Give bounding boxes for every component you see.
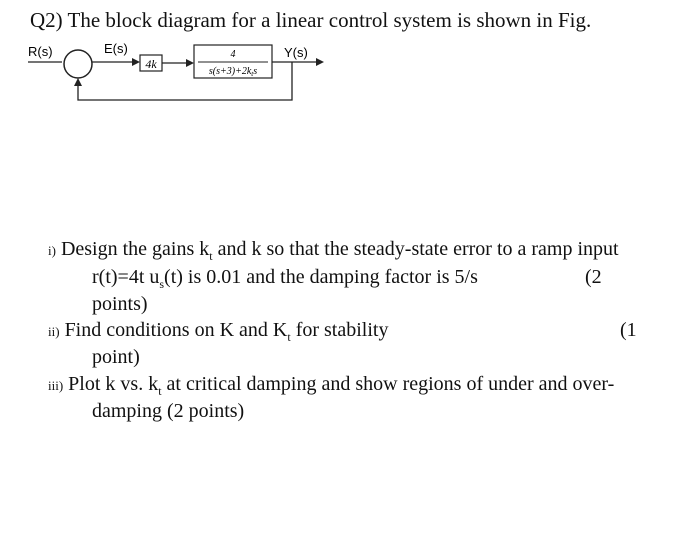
feedback-arrow — [74, 78, 82, 86]
error-arrow — [132, 58, 140, 66]
error-label: E(s) — [104, 41, 128, 56]
part-iii-number: iii) — [48, 378, 64, 393]
plant-numerator: 4 — [230, 49, 236, 60]
plant-arrow — [186, 59, 194, 67]
part-ii-number: ii) — [48, 324, 60, 339]
part-ii-line2: point) — [92, 346, 140, 368]
part-i-line2: r(t)=4t $u_s(t)$ is 0.01 and the damping factor is 5/s — [92, 266, 478, 291]
part-i-text: Design the gains $k_t$ and k so that the steady-state error to a ramp input — [60, 238, 619, 263]
output-arrow — [316, 58, 324, 66]
part-iii-text: Plot k vs. $k_t$ at critical damping and show regions of under and over- — [68, 373, 615, 398]
part-i-number: i) — [48, 243, 56, 258]
output-label: Y(s) — [284, 45, 308, 60]
block-diagram — [0, 0, 700, 120]
part-i-line3: points) — [92, 293, 148, 315]
part-ii-points: (1 — [620, 319, 637, 341]
question-title: Q2) The block diagram for a linear control system is shown in Fig. — [30, 8, 592, 32]
part-i-points: (2 — [585, 266, 602, 288]
plant-denominator: $s(s+3)+2k_ts$ — [208, 66, 258, 78]
input-label: R(s) — [28, 44, 53, 59]
part-ii-text: Find conditions on K and $K_t$ for stability — [64, 319, 389, 344]
gain-block-text: 4k — [145, 57, 157, 71]
part-iii-line2: damping (2 points) — [92, 400, 245, 422]
summing-junction — [64, 50, 92, 78]
